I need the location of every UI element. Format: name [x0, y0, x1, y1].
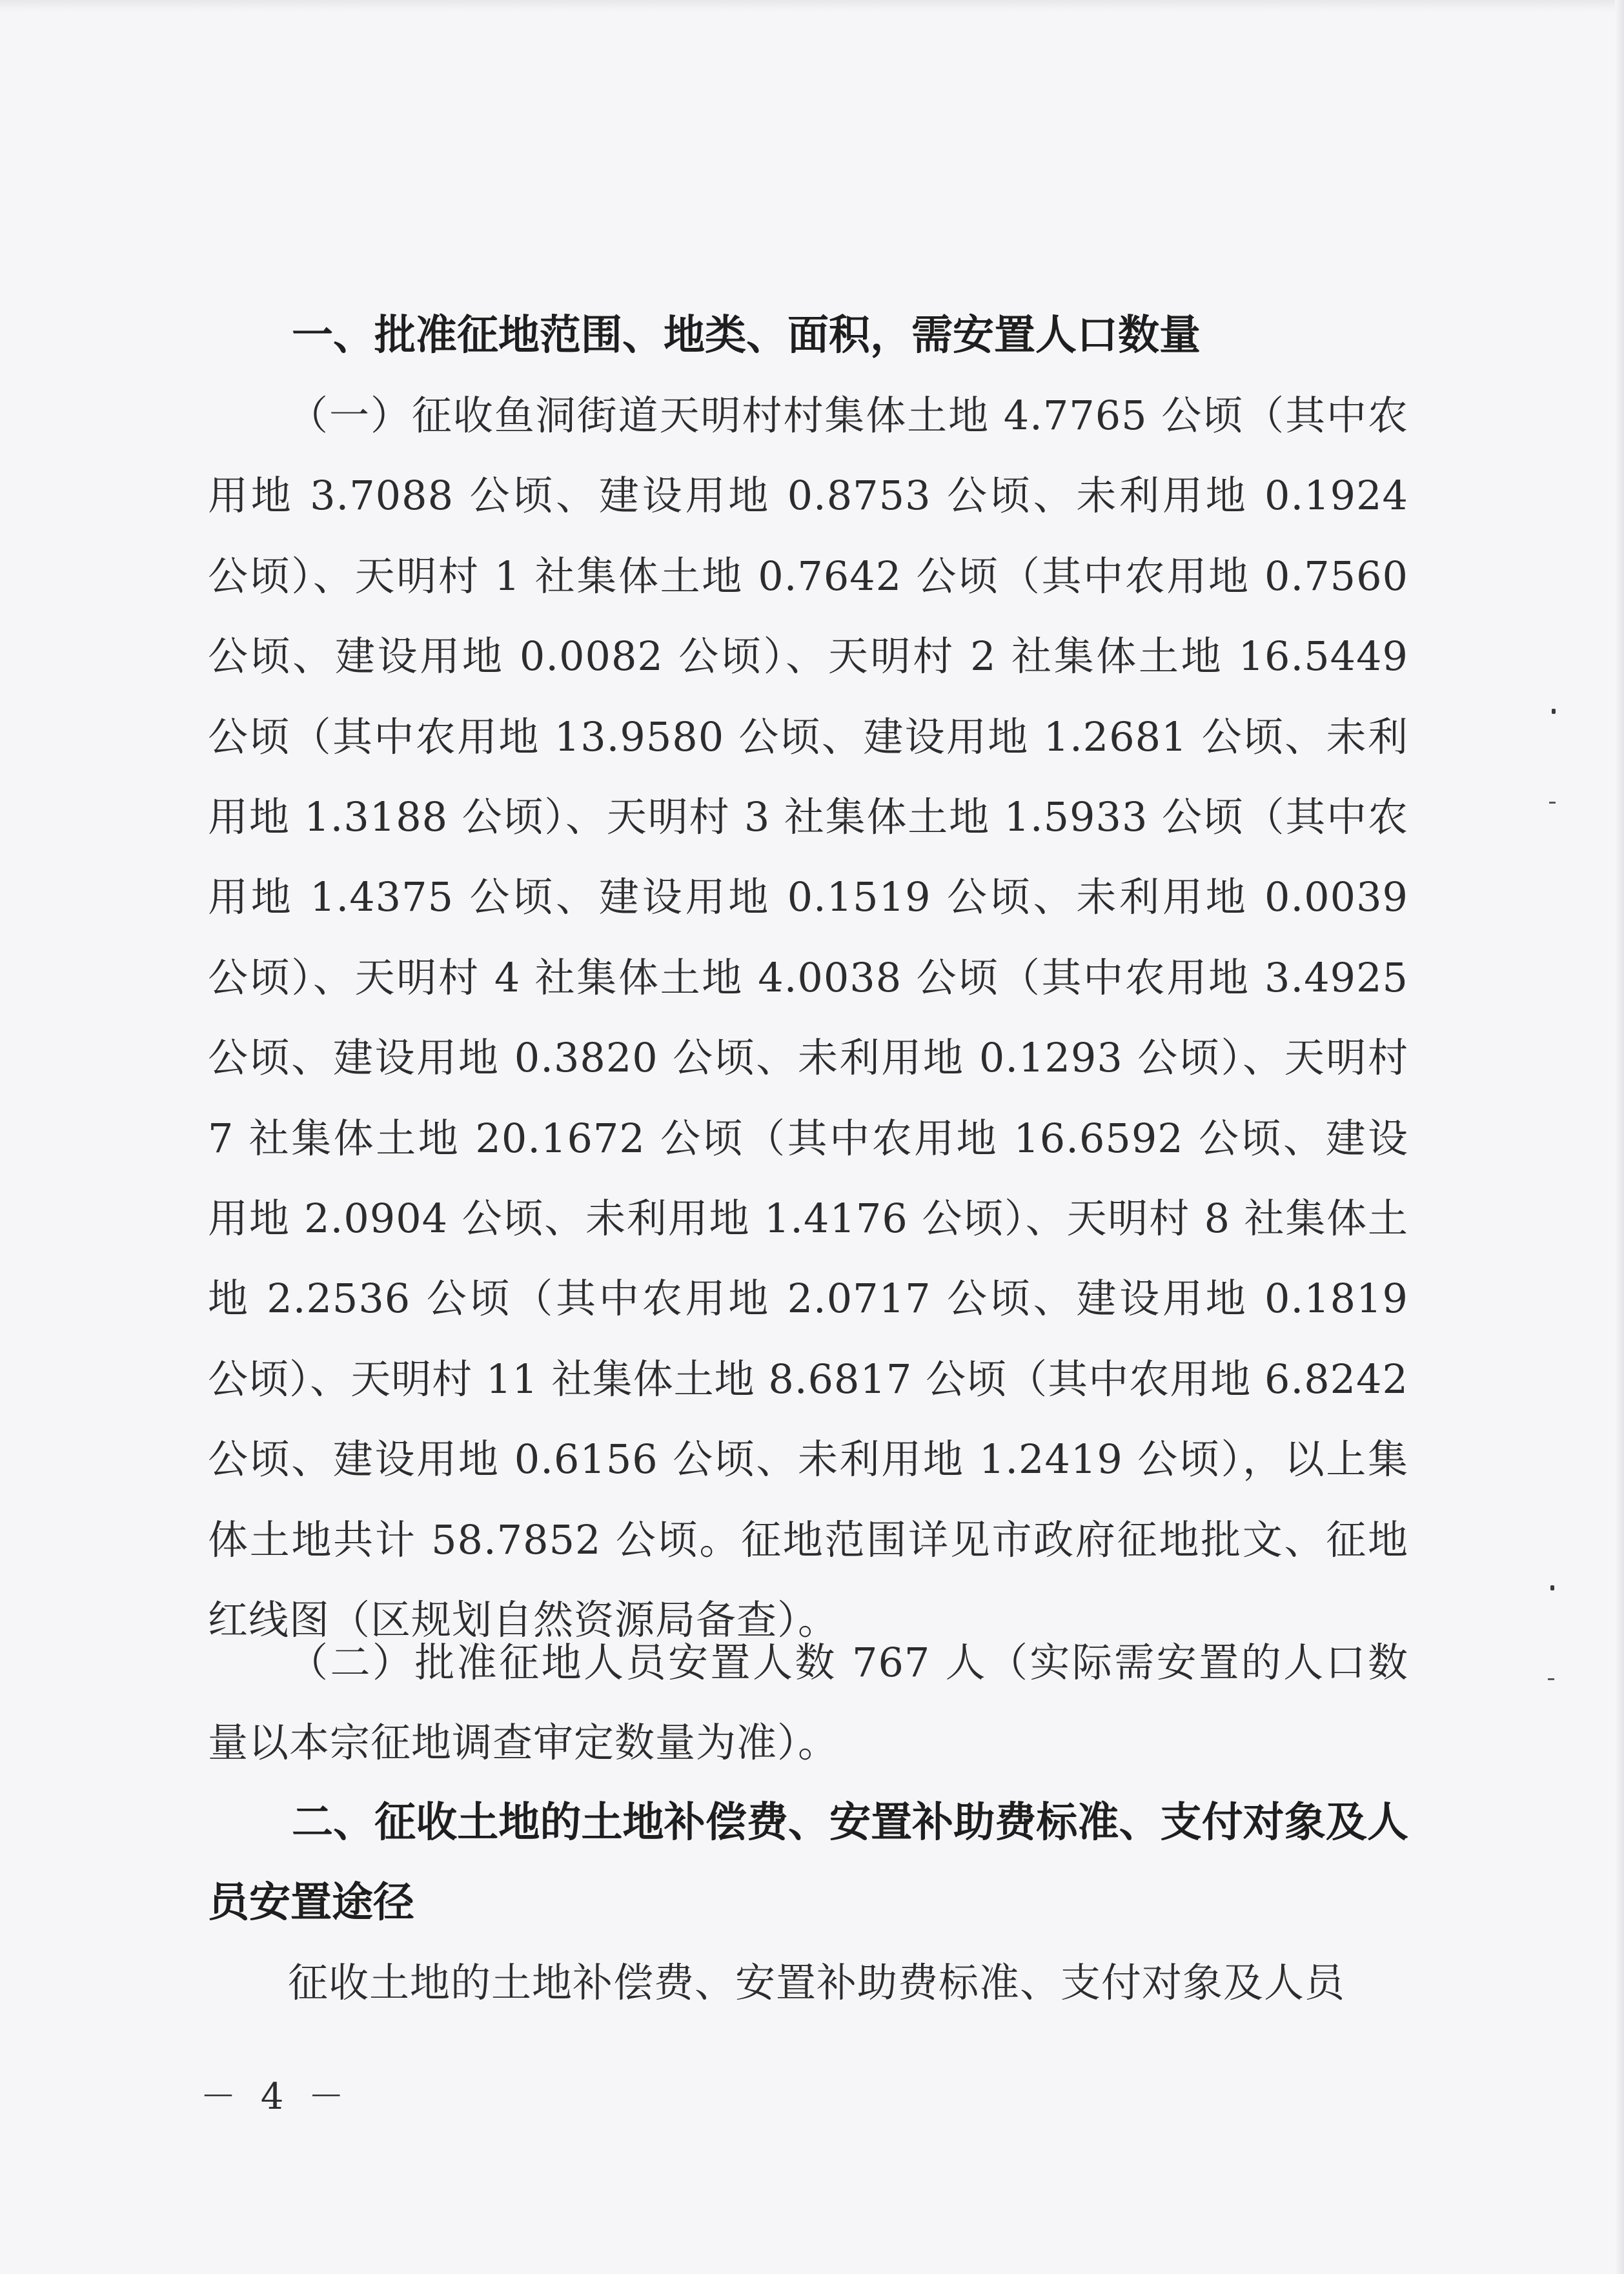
scan-speck [1550, 1585, 1554, 1590]
paragraph-land-scope: （一）征收鱼洞街道天明村村集体土地 4.7765 公顷（其中农用地 3.7088 公顷、建设用地 0.8753 公顷、未利用地 0.1924 公顷）、天明村 1 社集体土地 0.7642 公顷（其中农用地 0.7560 公顷、建设用地 0.0082 公顷）、天明村 2 社集体土地 16.5449 公顷（其中农用地 13.9580 公顷、建设用地 1.2681 公顷、未利用地 1.3188 公顷）、天明村 3 社集体土地 1.5933 公顷（其中农用地 1.4375 公顷、建设用地 0.1519 公顷、未利用地 0.0039 公顷）、天明村 4 社集体土地 4.0038 公顷（其中农用地 3.4925 公顷、建设用地 0.3820 公顷、未利用地 0.1293 公顷）、天明村 7 社集体土地 20.1672 公顷（其中农用地 16.6592 公顷、建设用地 2.0904 公顷、未利用地 1.4176 公顷）、天明村 8 社集体土地 2.2536 公顷（其中农用地 2.0717 公顷、建设用地 0.1819 公顷）、天明村 11 社集体土地 8.6817 公顷（其中农用地 6.8242 公顷、建设用地 0.6156 公顷、未利用地 1.2419 公顷），以上集体土地共计 58.7852 公顷。征地范围详见市政府征地批文、征地红线图（区规划自然资源局备查）。 [208, 392, 1408, 1644]
paragraph-resettlement-count: （二）批准征地人员安置人数 767 人（实际需安置的人口数量以本宗征地调查审定数量为准）。 [208, 1639, 1408, 1767]
section-heading-2: 二、征收土地的土地补偿费、安置补助费标准、支付对象及人员安置途径 [208, 1799, 1408, 1927]
scan-speck [1549, 802, 1556, 804]
section-heading-1: 一、批准征地范围、地类、面积，需安置人口数量 [292, 312, 1201, 360]
scan-speck [1552, 709, 1556, 714]
scan-speck [1548, 1678, 1554, 1680]
scan-edge-right [1615, 0, 1624, 2274]
page-number: － 4 － [200, 2076, 351, 2118]
scan-edge-top [0, 0, 1624, 12]
paragraph-compensation: 征收土地的土地补偿费、安置补助费标准、支付对象及人员 [288, 1959, 1346, 2006]
